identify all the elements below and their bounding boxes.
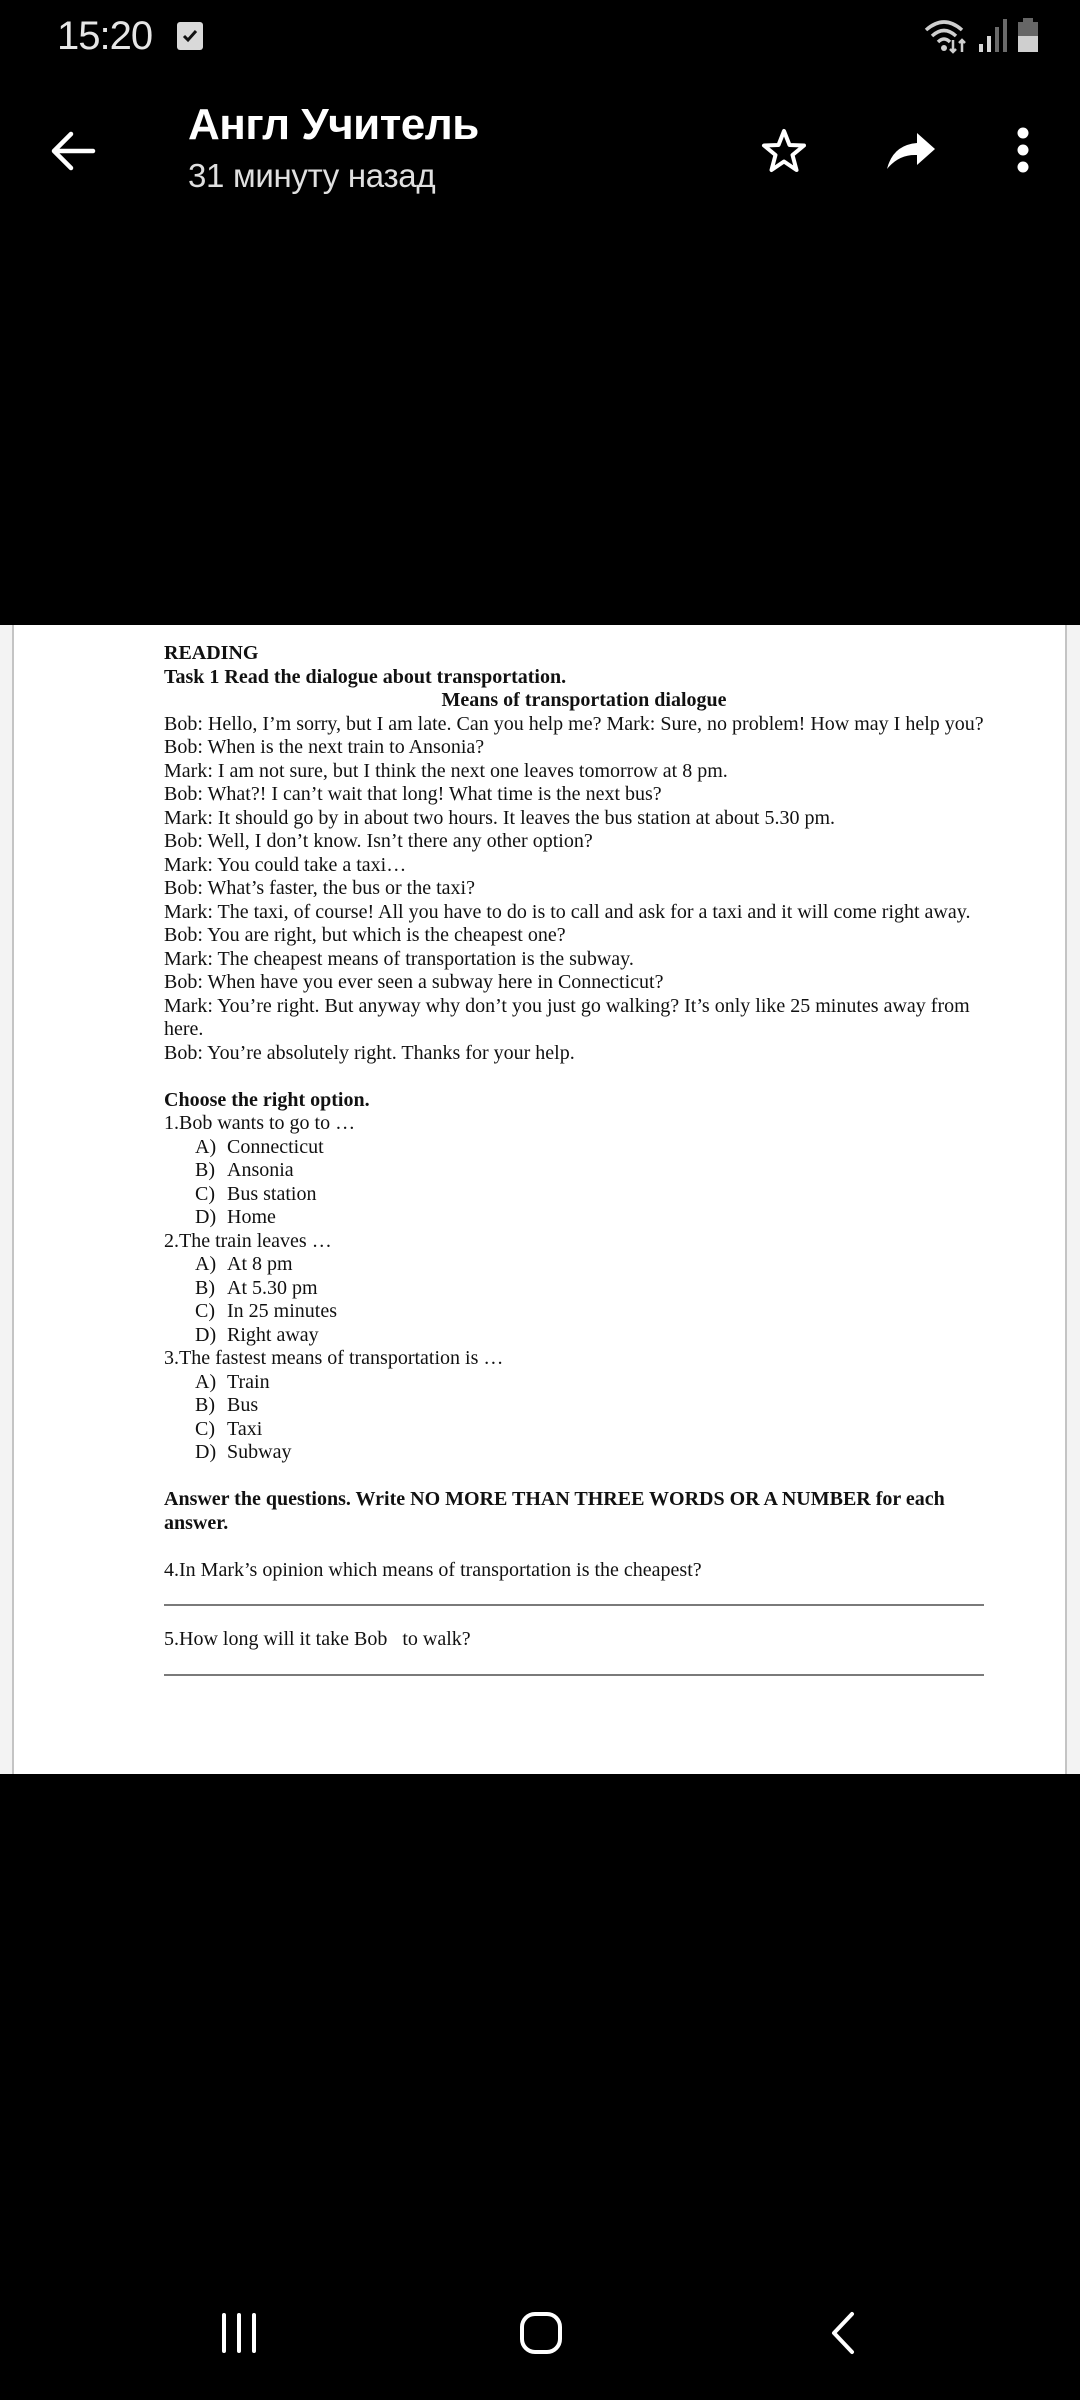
mc-question — [164, 1230, 1004, 1348]
status-bar — [0, 0, 1080, 80]
recent-apps-button[interactable] — [194, 2300, 284, 2370]
answer-heading: Answer the questions. Write NO MORE THAN THREE WORDS OR A NUMBER for each answer. — [164, 1488, 945, 1534]
dialogue-line: Bob: What’s faster, the bus or the taxi? — [164, 877, 475, 899]
question-text: 1.Bob wants to go to … — [164, 1112, 356, 1134]
dialogue-line: Bob: Well, I don’t know. Isn’t there any other option? — [164, 830, 593, 852]
dialogue-line: Mark: You’re right. But anyway why don’t you just go walking? It’s only like 25 minutes away from here. — [164, 994, 970, 1040]
document-image-viewer[interactable] — [0, 625, 1080, 1774]
option-text: Train — [227, 1370, 270, 1393]
option — [164, 1183, 1004, 1207]
forward-arrow-icon — [883, 127, 939, 180]
system-nav-bar — [0, 2280, 1080, 2390]
mc-question — [164, 1347, 1004, 1465]
dialogue — [164, 713, 1004, 1066]
option — [164, 1441, 1004, 1465]
dialogue-line: Mark: The taxi, of course! All you have to do is to call and ask for a taxi and it will come right away. — [164, 900, 971, 923]
option-letter: D) — [195, 1323, 217, 1346]
cell-signal-icon — [978, 18, 1008, 59]
question-text: 2.The train leaves … — [164, 1229, 332, 1252]
dialogue-line: Bob: What?! I can’t wait that long! What time is the next bus? — [164, 783, 662, 805]
dialogue-line: Mark: The cheapest means of transportation is the subway. — [164, 947, 634, 970]
dialogue-line: Bob: Hello, I’m sorry, but I am late. Can you help me? Mark: Sure, no problem! How may I help you? — [164, 712, 984, 735]
wifi-data-icon — [924, 18, 970, 59]
open-question: 5.How long will it take Bob to walk? — [164, 1628, 471, 1650]
option — [164, 1277, 1004, 1301]
open-question: 4.In Mark’s opinion which means of transportation is the cheapest? — [164, 1558, 702, 1581]
option-letter: B) — [195, 1394, 215, 1416]
option-letter: C) — [195, 1417, 215, 1440]
option — [164, 1418, 1004, 1442]
dialogue-line: Bob: When have you ever seen a subway here in Connecticut? — [164, 971, 664, 993]
document-content — [164, 642, 1004, 1698]
forward-button[interactable] — [876, 118, 946, 188]
option-text: Subway — [227, 1441, 292, 1463]
home-button[interactable] — [496, 2300, 586, 2370]
choose-heading: Choose the right option. — [164, 1088, 370, 1111]
option-text: Ansonia — [227, 1159, 294, 1181]
option-text: Bus station — [227, 1182, 317, 1205]
option-letter: C) — [195, 1300, 215, 1322]
option — [164, 1371, 1004, 1395]
option-text: Bus — [227, 1394, 259, 1416]
star-outline-icon — [760, 127, 808, 180]
option-letter: C) — [195, 1182, 215, 1205]
more-options-button[interactable] — [988, 118, 1058, 188]
option-text: Home — [227, 1206, 276, 1228]
dialogue-line: Mark: You could take a taxi… — [164, 853, 407, 876]
option-text: In 25 minutes — [227, 1300, 337, 1322]
chat-title: Англ Учитель — [188, 100, 479, 149]
app-bar — [0, 80, 1080, 220]
section-heading: READING — [164, 642, 259, 664]
back-chevron-icon — [828, 2311, 858, 2360]
option — [164, 1394, 1004, 1418]
home-icon — [519, 2311, 563, 2360]
checkbox-notification-icon — [177, 22, 203, 50]
option — [164, 1300, 1004, 1324]
dialogue-line: Bob: When is the next train to Ansonia? — [164, 736, 485, 758]
document-page — [12, 625, 1067, 1774]
battery-icon — [1016, 18, 1040, 59]
answer-line — [164, 1604, 984, 1606]
option — [164, 1324, 1004, 1348]
option — [164, 1136, 1004, 1160]
back-button[interactable] — [40, 120, 106, 186]
dialogue-line: Bob: You’re absolutely right. Thanks for your help. — [164, 1041, 575, 1064]
dialogue-line: Mark: It should go by in about two hours. It leaves the bus station at about 5.30 pm. — [164, 806, 836, 829]
question-text: 3.The fastest means of transportation is … — [164, 1347, 504, 1369]
option-letter: A) — [195, 1370, 217, 1393]
answer-line — [164, 1674, 984, 1676]
dialogue-line: Bob: You are right, but which is the cheapest one? — [164, 924, 566, 946]
option-text: At 5.30 pm — [227, 1276, 318, 1299]
star-button[interactable] — [749, 118, 819, 188]
option-letter: B) — [195, 1276, 215, 1299]
status-time: 15:20 — [57, 14, 153, 58]
option-text: Taxi — [227, 1417, 263, 1440]
option-text: Right away — [227, 1323, 319, 1346]
mc-question — [164, 1112, 1004, 1230]
option — [164, 1159, 1004, 1183]
option-letter: B) — [195, 1159, 215, 1181]
status-icons — [924, 18, 1040, 58]
dialogue-title: Means of transportation dialogue — [441, 689, 727, 711]
option-letter: D) — [195, 1206, 217, 1228]
message-timestamp: 31 минуту назад — [188, 157, 436, 194]
option-letter: A) — [195, 1253, 217, 1275]
option-text: At 8 pm — [227, 1253, 293, 1275]
task-instruction: Task 1 Read the dialogue about transportation. — [164, 665, 567, 688]
dialogue-line: Mark: I am not sure, but I think the next one leaves tomorrow at 8 pm. — [164, 759, 728, 782]
option — [164, 1253, 1004, 1277]
arrow-left-icon — [49, 127, 97, 180]
option-letter: A) — [195, 1135, 217, 1158]
system-back-button[interactable] — [798, 2300, 888, 2370]
option — [164, 1206, 1004, 1230]
option-text: Connecticut — [227, 1135, 324, 1158]
recent-apps-icon — [219, 2312, 259, 2359]
more-vertical-icon — [1013, 126, 1033, 181]
option-letter: D) — [195, 1441, 217, 1463]
